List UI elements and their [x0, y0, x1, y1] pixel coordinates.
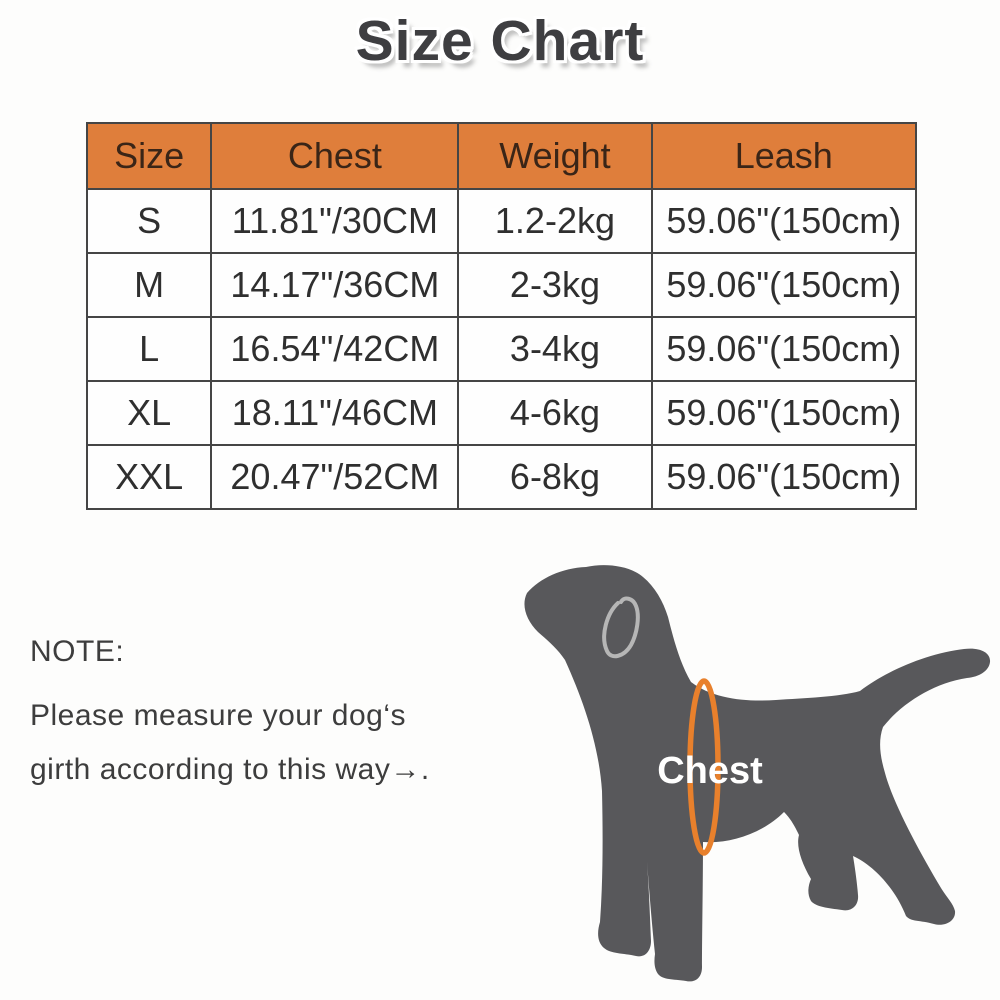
cell-weight: 6-8kg — [458, 445, 651, 509]
cell-size: XXL — [87, 445, 211, 509]
column-header-leash: Leash — [652, 123, 916, 189]
cell-weight: 1.2-2kg — [458, 189, 651, 253]
cell-size: XL — [87, 381, 211, 445]
table-row — [87, 317, 916, 381]
dog-illustration — [440, 550, 1000, 1000]
cell-leash: 59.06"(150cm) — [652, 445, 916, 509]
cell-leash: 59.06"(150cm) — [652, 381, 916, 445]
column-header-weight: Weight — [458, 123, 651, 189]
cell-leash: 59.06"(150cm) — [652, 253, 916, 317]
cell-chest: 16.54"/42CM — [211, 317, 458, 381]
column-header-chest: Chest — [211, 123, 458, 189]
table-row — [87, 381, 916, 445]
table-row — [87, 253, 916, 317]
page-title: Size Chart — [355, 9, 645, 73]
column-header-size: Size — [87, 123, 211, 189]
table-row — [87, 189, 916, 253]
cell-weight: 4-6kg — [458, 381, 651, 445]
table-row — [87, 445, 916, 509]
cell-chest: 11.81"/30CM — [211, 189, 458, 253]
cell-size: L — [87, 317, 211, 381]
cell-weight: 2-3kg — [458, 253, 651, 317]
cell-leash: 59.06"(150cm) — [652, 189, 916, 253]
cell-size: S — [87, 189, 211, 253]
cell-chest: 20.47"/52CM — [211, 445, 458, 509]
cell-chest: 18.11"/46CM — [211, 381, 458, 445]
measurement-note — [30, 634, 450, 788]
cell-chest: 14.17"/36CM — [211, 253, 458, 317]
note-heading: NOTE: — [30, 635, 125, 668]
note-line-1: Please measure your dog‘s — [30, 699, 407, 732]
cell-size: M — [87, 253, 211, 317]
cell-weight: 3-4kg — [458, 317, 651, 381]
size-chart-table — [86, 122, 917, 510]
cell-leash: 59.06"(150cm) — [652, 317, 916, 381]
table-header-row — [87, 123, 916, 189]
chest-label: Chest — [657, 750, 763, 792]
note-line-2: girth according to this way→. — [30, 753, 430, 786]
